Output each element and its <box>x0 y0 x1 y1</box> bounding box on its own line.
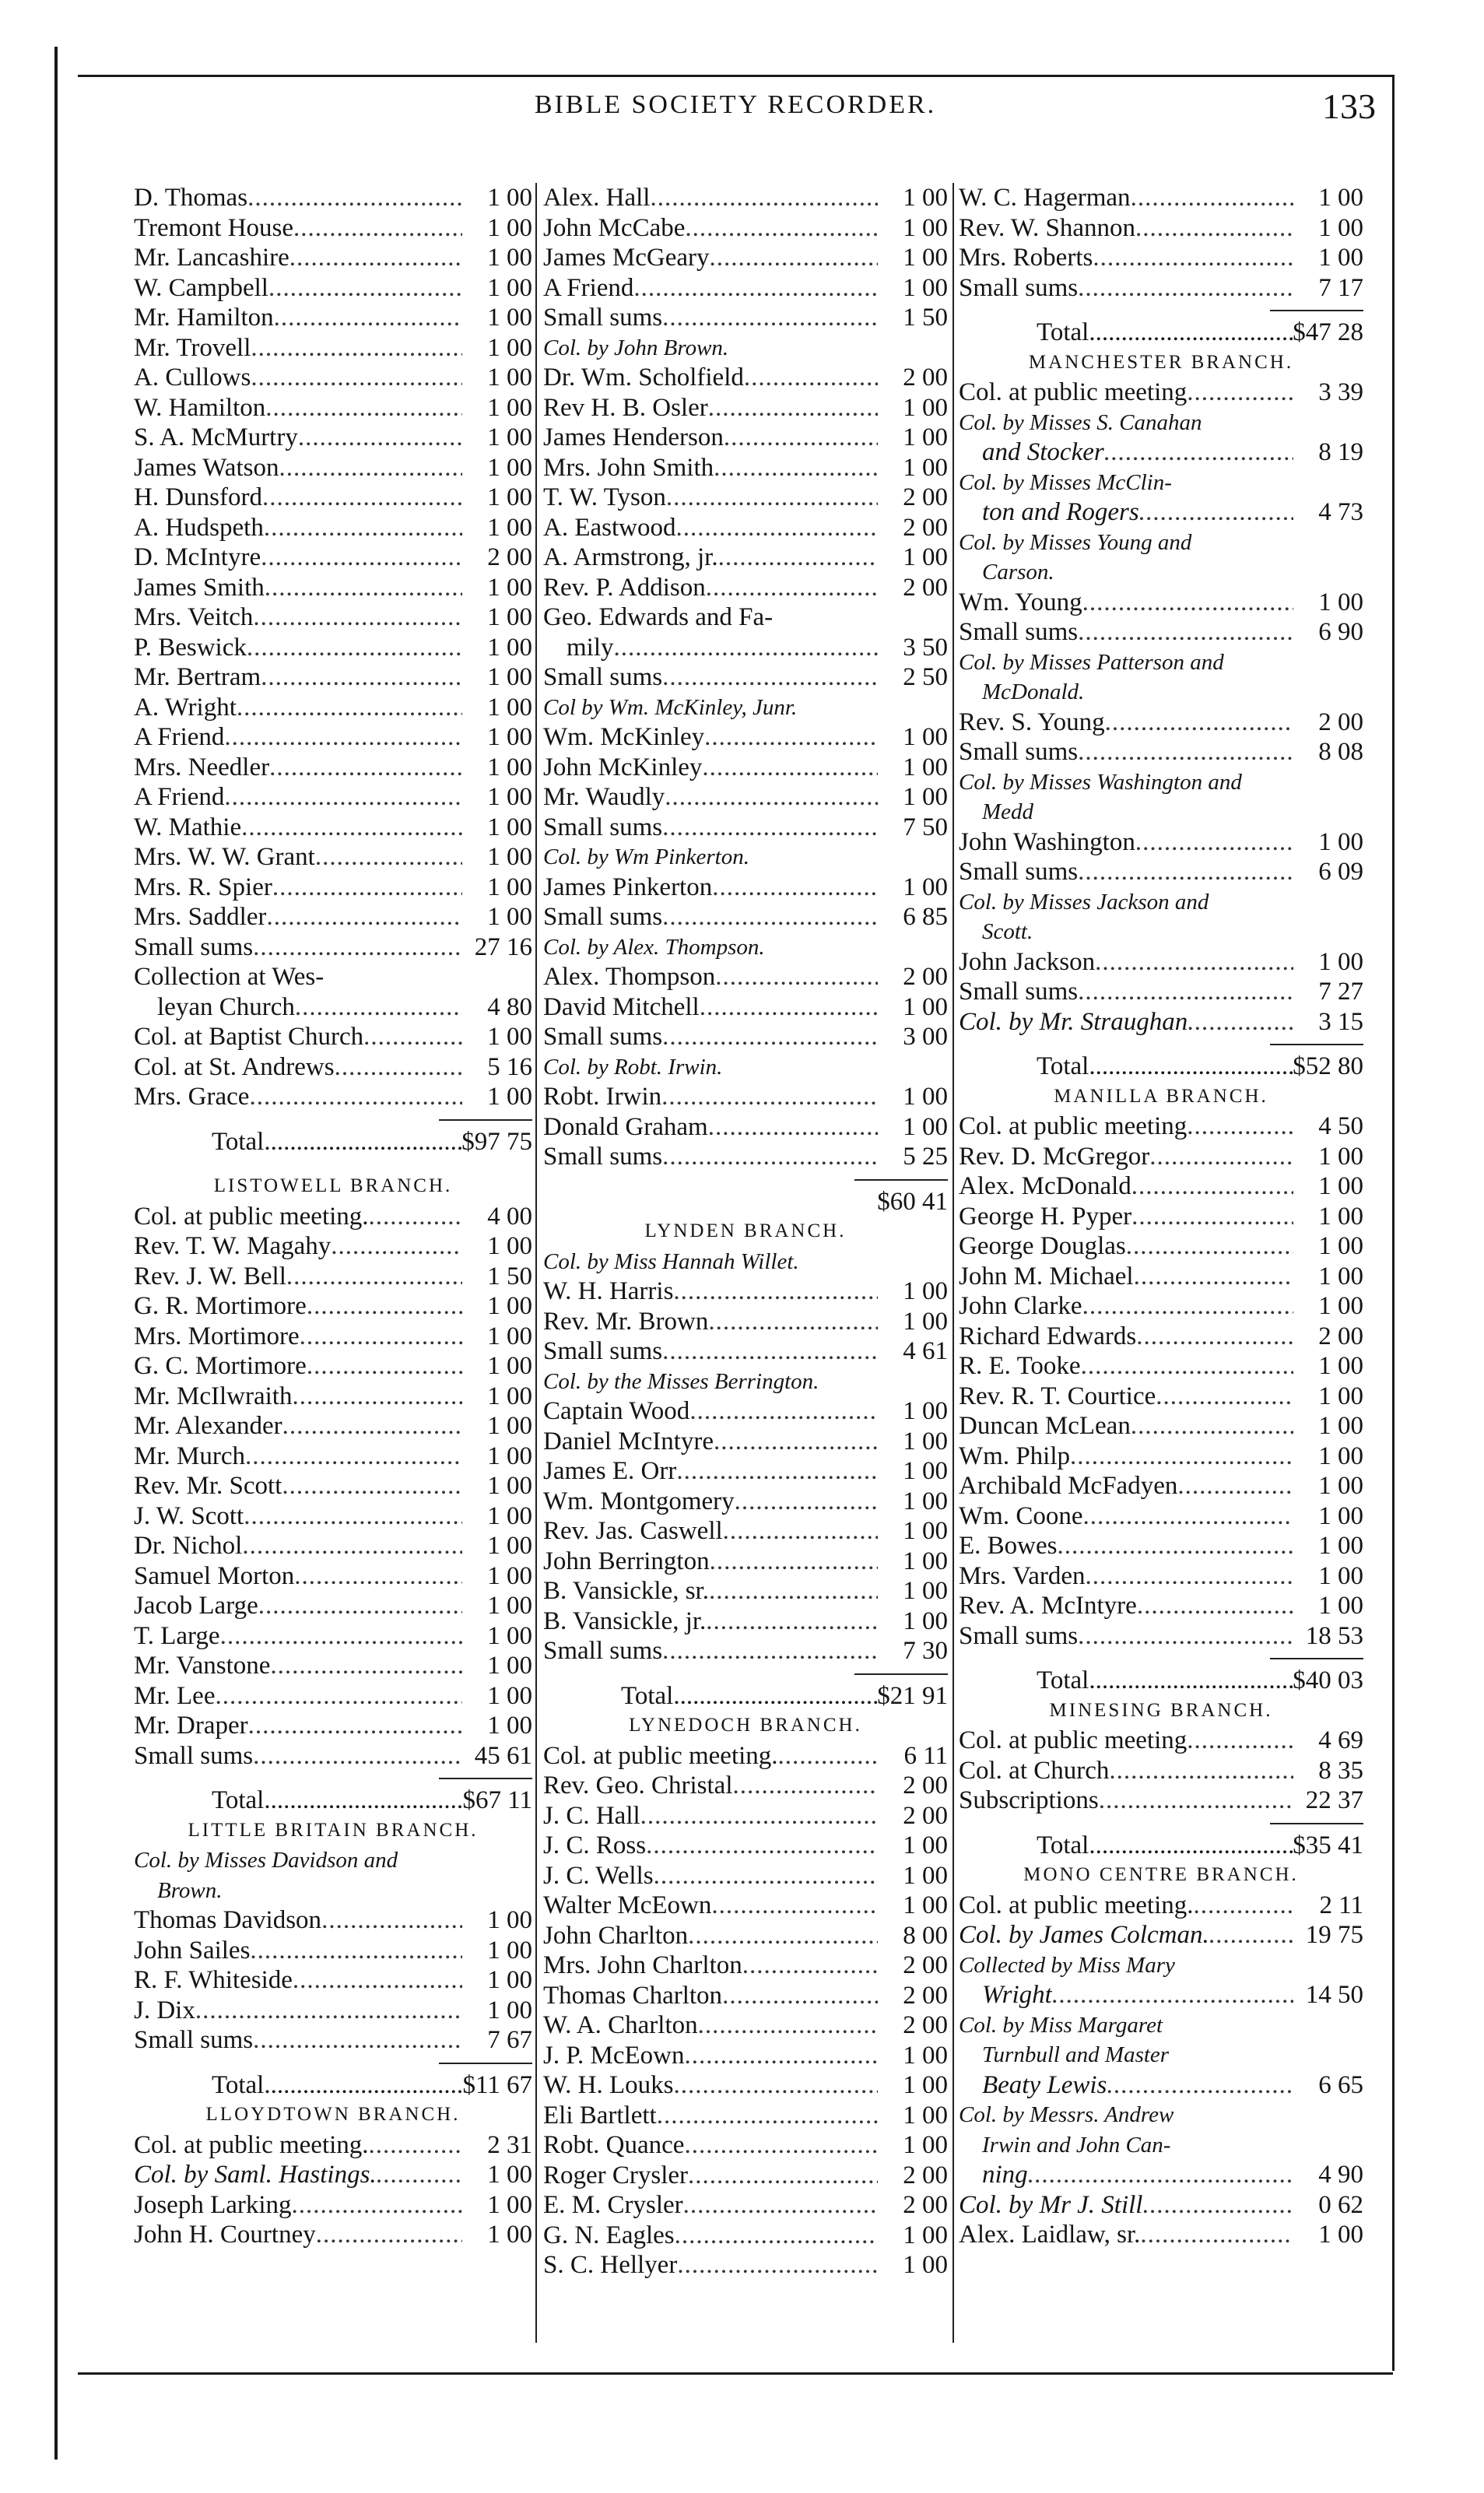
sum-rule <box>134 1112 532 1127</box>
list-item: Col. at public meeting. ..... 2 31 <box>134 2130 532 2161</box>
list-item: Col. at public meeting ..... 4 69 <box>959 1726 1363 1756</box>
list-item: Small sums ..... 7 27 <box>959 977 1363 1007</box>
sum-rule <box>134 2056 532 2070</box>
total-row: Total ..... $67 11 <box>134 1785 532 1816</box>
collector-line: Col by Wm. McKinley, Junr. <box>543 694 798 720</box>
list-item: Small sums ..... 2 50 <box>543 662 948 693</box>
list-item: Dr. Wm. Scholfield ..... 2 00 <box>543 363 948 393</box>
list-item: Col. at public meeting ..... 4 50 <box>959 1111 1363 1142</box>
list-item: Mrs. John Smith ..... 1 00 <box>543 453 948 483</box>
section-heading: MINESING BRANCH. <box>1049 1699 1273 1721</box>
collector-line: Col. by Wm Pinkerton. <box>543 844 749 869</box>
list-item: W. H. Louks ..... 1 00 <box>543 2070 948 2101</box>
list-item: Alex. McDonald ..... 1 00 <box>959 1171 1363 1202</box>
list-item: A Friend ..... 1 00 <box>543 273 948 304</box>
list-item: Geo. Edwards and Fa- <box>543 603 774 631</box>
list-item: Mrs. R. Spier ..... 1 00 <box>134 873 532 903</box>
list-item: Mrs. Needler ..... 1 00 <box>134 753 532 783</box>
list-item: H. Dunsford ..... 1 00 <box>134 483 532 513</box>
section-heading: LITTLE BRITAIN BRANCH. <box>188 1819 479 1841</box>
collector-line: Col. by Misses Jackson and <box>959 889 1209 915</box>
list-item: leyan Church ..... 4 80 <box>134 992 532 1023</box>
list-item: Mrs. W. W. Grant ..... 1 00 <box>134 842 532 873</box>
list-item: A. Wright ..... 1 00 <box>134 693 532 723</box>
list-item: John Charlton ..... 8 00 <box>543 1921 948 1951</box>
collector-line: Col. by Robt. Irwin. <box>543 1054 723 1080</box>
list-item: W. Campbell ..... 1 00 <box>134 273 532 304</box>
list-item: Mr. Alexander ..... 1 00 <box>134 1411 532 1441</box>
list-item: Mr. Murch ..... 1 00 <box>134 1441 532 1472</box>
total-row: Total ..... $21 91 <box>543 1681 948 1712</box>
list-item: Alex. Thompson ..... 2 00 <box>543 962 948 992</box>
list-item: Joseph Larking ..... 1 00 <box>134 2190 532 2221</box>
list-item: J. C. Wells ..... 1 00 <box>543 1861 948 1891</box>
list-item: Duncan McLean ..... 1 00 <box>959 1411 1363 1441</box>
list-item: Rev. Mr. Brown ..... 1 00 <box>543 1307 948 1337</box>
collector-line: Carson. <box>982 560 1054 585</box>
list-item: Rev. R. T. Courtice ..... 1 00 <box>959 1382 1363 1412</box>
list-item: John Berrington ..... 1 00 <box>543 1547 948 1577</box>
list-item: James McGeary ..... 1 00 <box>543 243 948 273</box>
list-item: John H. Courtney ..... 1 00 <box>134 2220 532 2250</box>
list-item: Wm. Philp ..... 1 00 <box>959 1441 1363 1472</box>
column-divider <box>535 183 537 2343</box>
list-item: Small sums ..... 7 30 <box>543 1636 948 1666</box>
list-item: Small sums ..... 1 50 <box>543 303 948 333</box>
top-rule <box>78 75 1393 77</box>
list-item: John Washington ..... 1 00 <box>959 827 1363 858</box>
list-item: Col. at St. Andrews ..... 5 16 <box>134 1052 532 1083</box>
list-item: Collection at Wes- <box>134 963 325 991</box>
list-item: Donald Graham ..... 1 00 <box>543 1112 948 1143</box>
running-title: BIBLE SOCIETY RECORDER. <box>534 90 937 119</box>
section-heading: LYNEDOCH BRANCH. <box>629 1715 862 1736</box>
list-item: G. R. Mortimore ..... 1 00 <box>134 1291 532 1322</box>
list-item: Wright ..... 14 50 <box>959 1980 1363 2010</box>
collector-line: Turnbull and Master <box>982 2042 1170 2067</box>
list-item: A Friend ..... 1 00 <box>134 722 532 753</box>
list-item: R. E. Tooke ..... 1 00 <box>959 1351 1363 1382</box>
list-item: T. W. Tyson ..... 2 00 <box>543 483 948 513</box>
collector-line: Scott. <box>982 919 1033 944</box>
list-item: Mr. Bertram ..... 1 00 <box>134 662 532 693</box>
list-item: Robt. Quance ..... 1 00 <box>543 2130 948 2161</box>
collector-line: Col. by John Brown. <box>543 335 729 360</box>
list-item: Rev. Jas. Caswell ..... 1 00 <box>543 1516 948 1547</box>
total-row: Total ..... $11 67 <box>134 2070 532 2101</box>
list-item: B. Vansickle, sr. ..... 1 00 <box>543 1576 948 1606</box>
sum-rule <box>959 1037 1363 1052</box>
list-item: James Watson ..... 1 00 <box>134 453 532 483</box>
page-number: 133 <box>1322 86 1376 126</box>
list-item: Mr. Lancashire ..... 1 00 <box>134 243 532 273</box>
collector-line: Col. by Miss Margaret <box>959 2012 1163 2038</box>
list-item: Rev. T. W. Magahy ..... 1 00 <box>134 1231 532 1262</box>
list-item: Mr. Hamilton ..... 1 00 <box>134 303 532 333</box>
list-item: Rev. Geo. Christal ..... 2 00 <box>543 1771 948 1801</box>
list-item: Samuel Morton ..... 1 00 <box>134 1561 532 1592</box>
list-item: Dr. Nichol ..... 1 00 <box>134 1531 532 1561</box>
page-header <box>78 86 1393 137</box>
list-item: J. C. Hall ..... 2 00 <box>543 1801 948 1831</box>
list-item: Small sums ..... 6 90 <box>959 617 1363 648</box>
list-item: Alex. Laidlaw, sr. ..... 1 00 <box>959 2220 1363 2250</box>
list-item: Mr. Draper ..... 1 00 <box>134 1711 532 1741</box>
list-item: Small sums ..... 27 16 <box>134 932 532 963</box>
list-item: Small sums ..... 5 25 <box>543 1142 948 1172</box>
collector-line: Collected by Miss Mary <box>959 1952 1175 1978</box>
list-item: Archibald McFadyen ..... 1 00 <box>959 1471 1363 1501</box>
list-item: John M. Michael ..... 1 00 <box>959 1262 1363 1292</box>
list-item: Mrs. Veitch ..... 1 00 <box>134 602 532 633</box>
list-item: Rev. W. Shannon ..... 1 00 <box>959 213 1363 244</box>
list-item: J. Dix ..... 1 00 <box>134 1996 532 2026</box>
list-item: Eli Bartlett ..... 1 00 <box>543 2101 948 2131</box>
collector-line: Col. by Misses McClin- <box>959 469 1172 495</box>
collector-line: Col. by Misses Davidson and <box>134 1848 398 1873</box>
list-item: Small sums ..... 45 61 <box>134 1741 532 1771</box>
list-item: Rev. A. McIntyre ..... 1 00 <box>959 1591 1363 1621</box>
collector-line: Col. by Misses Washington and <box>959 769 1242 795</box>
list-item: Wm. Montgomery ..... 1 00 <box>543 1487 948 1517</box>
list-item: James Smith ..... 1 00 <box>134 573 532 603</box>
sum-rule <box>543 1666 948 1681</box>
column-left <box>134 183 532 2250</box>
list-item: John McCabe ..... 1 00 <box>543 213 948 244</box>
list-item: Col. at public meeting. ..... 2 11 <box>959 1891 1363 1921</box>
list-item: Col. by Mr. Straughan ..... 3 15 <box>959 1007 1363 1038</box>
list-item: D. Thomas ..... 1 00 <box>134 183 532 213</box>
list-item: T. Large ..... 1 00 <box>134 1621 532 1652</box>
list-item: Mr. Waudly ..... 1 00 <box>543 782 948 813</box>
total-row: $60 41 <box>877 1187 948 1216</box>
list-item: David Mitchell ..... 1 00 <box>543 992 948 1023</box>
list-item: Col. by Saml. Hastings. ..... 1 00 <box>134 2160 532 2190</box>
list-item: Rev. Mr. Scott ..... 1 00 <box>134 1471 532 1501</box>
list-item: B. Vansickle, jr. ..... 1 00 <box>543 1606 948 1637</box>
list-item: Small sums ..... 6 09 <box>959 857 1363 887</box>
list-item: Alex. Hall ..... 1 00 <box>543 183 948 213</box>
list-item: J. P. McEown ..... 1 00 <box>543 2041 948 2071</box>
collector-line: Col. by the Misses Berrington. <box>543 1368 819 1394</box>
list-item: Roger Crysler ..... 2 00 <box>543 2161 948 2191</box>
list-item: Mrs. Mortimore ..... 1 00 <box>134 1322 532 1352</box>
list-item: J. C. Ross ..... 1 00 <box>543 1831 948 1861</box>
list-item: Col. at public meeting ..... 3 39 <box>959 377 1363 408</box>
list-item: Mr. Trovell ..... 1 00 <box>134 333 532 363</box>
list-item: Rev. P. Addison ..... 2 00 <box>543 573 948 603</box>
sum-rule <box>134 1771 532 1785</box>
list-item: Small sums ..... 18 53 <box>959 1621 1363 1652</box>
list-item: Rev. J. W. Bell ..... 1 50 <box>134 1262 532 1292</box>
section-heading: LISTOWELL BRANCH. <box>213 1175 453 1196</box>
list-item: S. C. Hellyer ..... 1 00 <box>543 2250 948 2281</box>
list-item: James Pinkerton ..... 1 00 <box>543 873 948 903</box>
list-item: A. Cullows ..... 1 00 <box>134 363 532 393</box>
right-rule <box>1392 75 1395 2371</box>
list-item: Mrs. Varden ..... 1 00 <box>959 1561 1363 1592</box>
list-item: Rev. S. Young ..... 2 00 <box>959 708 1363 738</box>
list-item: Col. at Baptist Church ..... 1 00 <box>134 1022 532 1052</box>
collector-line: Brown. <box>157 1877 223 1903</box>
section-heading: MANILLA BRANCH. <box>1054 1085 1268 1107</box>
list-item: John Clarke ..... 1 00 <box>959 1291 1363 1322</box>
list-item: W. A. Charlton ..... 2 00 <box>543 2010 948 2041</box>
total-row: Total ..... $97 75 <box>134 1127 532 1157</box>
list-item: Thomas Charlton ..... 2 00 <box>543 1981 948 2011</box>
list-item: Col. by Mr J. Still ..... 0 62 <box>959 2190 1363 2221</box>
list-item: W. Mathie ..... 1 00 <box>134 813 532 843</box>
list-item: Small sums ..... 7 50 <box>543 813 948 843</box>
collector-line: Medd <box>982 799 1034 824</box>
section-heading: LYNDEN BRANCH. <box>644 1220 847 1241</box>
sum-rule <box>959 1816 1363 1831</box>
section-heading: LLOYDTOWN BRANCH. <box>205 2104 461 2125</box>
list-item: Captain Wood ..... 1 00 <box>543 1396 948 1427</box>
collector-line: Col. by Misses Patterson and <box>959 649 1224 675</box>
list-item: George Douglas ..... 1 00 <box>959 1231 1363 1262</box>
list-item: Small sums ..... 7 17 <box>959 273 1363 304</box>
list-item: Daniel McIntyre ..... 1 00 <box>543 1427 948 1457</box>
total-row: Total ..... $35 41 <box>959 1831 1363 1861</box>
list-item: Mrs. John Charlton ..... 2 00 <box>543 1951 948 1981</box>
collector-line: Col. by Miss Hannah Willet. <box>543 1248 799 1274</box>
list-item: Mrs. Grace ..... 1 00 <box>134 1082 532 1112</box>
list-item: John Jackson ..... 1 00 <box>959 947 1363 978</box>
list-item: Thomas Davidson ..... 1 00 <box>134 1905 532 1936</box>
list-item: ton and Rogers ..... 4 73 <box>959 497 1363 528</box>
list-item: Small sums ..... 8 08 <box>959 737 1363 767</box>
list-item: Mr. Lee ..... 1 00 <box>134 1681 532 1712</box>
list-item: G. C. Mortimore ..... 1 00 <box>134 1351 532 1382</box>
list-item: A. Armstrong, jr. ..... 1 00 <box>543 542 948 573</box>
collector-line: Col. by Misses S. Canahan <box>959 409 1202 435</box>
list-item: Small sums ..... 3 00 <box>543 1022 948 1052</box>
list-item: Jacob Large ..... 1 00 <box>134 1591 532 1621</box>
list-item: A Friend ..... 1 00 <box>134 782 532 813</box>
collector-line: Col. by Messrs. Andrew <box>959 2102 1174 2127</box>
list-item: R. F. Whiteside ..... 1 00 <box>134 1965 532 1996</box>
total-row: Total ..... $52 80 <box>959 1052 1363 1082</box>
list-item: Col. at Church ..... 8 35 <box>959 1756 1363 1786</box>
list-item: ning ..... 4 90 <box>959 2160 1363 2190</box>
list-item: mily ..... 3 50 <box>543 633 948 663</box>
list-item: Rev H. B. Osler ..... 1 00 <box>543 393 948 423</box>
list-item: A. Hudspeth ..... 1 00 <box>134 513 532 543</box>
list-item: S. A. McMurtry ..... 1 00 <box>134 423 532 453</box>
list-item: James E. Orr ..... 1 00 <box>543 1456 948 1487</box>
list-item: Wm. Coone ..... 1 00 <box>959 1501 1363 1532</box>
total-row: Total ..... $40 03 <box>959 1666 1363 1696</box>
list-item: Mrs. Roberts ..... 1 00 <box>959 243 1363 273</box>
collector-line: Irwin and John Can- <box>982 2132 1171 2158</box>
list-item: James Henderson ..... 1 00 <box>543 423 948 453</box>
list-item: G. N. Eagles ..... 1 00 <box>543 2221 948 2251</box>
list-item: W. C. Hagerman ..... 1 00 <box>959 183 1363 213</box>
list-item: and Stocker ..... 8 19 <box>959 437 1363 468</box>
list-item: Mrs. Saddler ..... 1 00 <box>134 902 532 932</box>
list-item: Walter McEown ..... 1 00 <box>543 1891 948 1921</box>
list-item: Mr. Vanstone ..... 1 00 <box>134 1651 532 1681</box>
page-margin-line <box>54 47 58 2460</box>
column-divider <box>952 183 954 2343</box>
list-item: Col. at public meeting. ..... 4 00 <box>134 1202 532 1232</box>
list-item: Subscriptions ..... 22 37 <box>959 1785 1363 1816</box>
collector-line: Col. by Misses Young and <box>959 529 1192 555</box>
sum-rule <box>959 1651 1363 1666</box>
list-item: Tremont House ..... 1 00 <box>134 213 532 244</box>
column-middle <box>543 183 948 2281</box>
list-item: Col. by James Colcman. ..... 19 75 <box>959 1920 1363 1951</box>
list-item: J. W. Scott ..... 1 00 <box>134 1501 532 1532</box>
list-item: P. Beswick ..... 1 00 <box>134 633 532 663</box>
list-item: Col. at public meeting. ..... 6 11 <box>543 1741 948 1771</box>
list-item: Wm. McKinley ..... 1 00 <box>543 722 948 753</box>
collector-line: McDonald. <box>982 679 1085 704</box>
list-item: A. Eastwood ..... 2 00 <box>543 513 948 543</box>
section-heading: MANCHESTER BRANCH. <box>1028 351 1294 373</box>
sum-rule <box>959 303 1363 318</box>
collector-line: Col. by Alex. Thompson. <box>543 934 765 960</box>
list-item: Small sums ..... 4 61 <box>543 1336 948 1367</box>
list-item: Small sums ..... 6 85 <box>543 902 948 932</box>
list-item: Wm. Young ..... 1 00 <box>959 588 1363 618</box>
list-item: Beaty Lewis ..... 6 65 <box>959 2070 1363 2101</box>
section-heading: MONO CENTRE BRANCH. <box>1023 1864 1299 1885</box>
list-item: Richard Edwards ..... 2 00 <box>959 1322 1363 1352</box>
list-item: Small sums ..... 7 67 <box>134 2025 532 2056</box>
list-item: George H. Pyper ..... 1 00 <box>959 1202 1363 1232</box>
column-right <box>959 183 1363 2250</box>
sum-rule <box>543 1172 948 1187</box>
bottom-rule <box>78 2372 1393 2375</box>
list-item: Rev. D. McGregor ..... 1 00 <box>959 1142 1363 1172</box>
list-item: Robt. Irwin ..... 1 00 <box>543 1082 948 1112</box>
list-item: D. McIntyre ..... 2 00 <box>134 542 532 573</box>
list-item: John Sailes ..... 1 00 <box>134 1936 532 1966</box>
list-item: W. H. Harris ..... 1 00 <box>543 1276 948 1307</box>
list-item: John McKinley ..... 1 00 <box>543 753 948 783</box>
list-item: E. M. Crysler ..... 2 00 <box>543 2190 948 2221</box>
list-item: W. Hamilton ..... 1 00 <box>134 393 532 423</box>
list-item: E. Bowes ..... 1 00 <box>959 1531 1363 1561</box>
total-row: Total ..... $47 28 <box>959 318 1363 348</box>
list-item: Mr. McIlwraith ..... 1 00 <box>134 1382 532 1412</box>
